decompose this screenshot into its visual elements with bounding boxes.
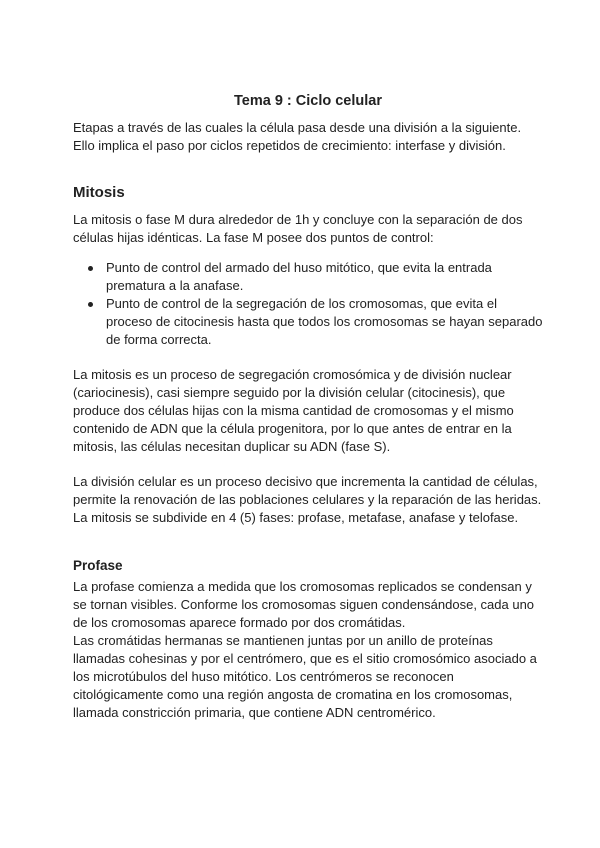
mitosis-paragraph-3: La división celular es un proceso decisivo que incrementa la cantidad de células, permite la renovación de las poblaciones celulares y la reparación de las heridas. La mitosis se subdivide en 4 (5) fases: profase, metafase, anafase y telofase. — [73, 474, 542, 525]
bullet-icon — [88, 302, 93, 307]
control-points-list — [73, 259, 543, 349]
mitosis-paragraph-1: La mitosis o fase M dura alrededor de 1h y concluye con la separación de dos células hijas idénticas. La fase M posee dos puntos de control: — [73, 212, 523, 245]
mitosis-paragraph-2: La mitosis es un proceso de segregación cromosómica y de división nuclear (cariocinesis), casi siempre seguido por la división celular (citocinesis), que produce dos células hijas con la misma cantidad de cromosomas y el mismo contenido de ADN que la célula progenitora, por lo que antes de entrar en la mitosis, las células necesitan duplicar su ADN (fase S). — [73, 367, 514, 454]
profase-paragraph-2: Las cromátidas hermanas se mantienen juntas por un anillo de proteínas llamadas cohesinas y por el centrómero, que es el sitio cromosómico asociado a los microtúbulos del huso mitótico. Los centrómeros se reconocen citológicamente como una región angosta de cromatina en los cromosomas, llamada constricción primaria, que contiene ADN centromérico. — [73, 633, 537, 720]
intro-paragraph: Etapas a través de las cuales la célula pasa desde una división a la siguiente. Ello implica el paso por ciclos repetidos de crecimiento: interfase y división. — [73, 120, 522, 153]
profase-paragraph-1: La profase comienza a medida que los cromosomas replicados se condensan y se tornan visibles. Conforme los cromosomas siguen condensándose, cada uno de los cromosomas aparece formado por dos cromátidas. — [73, 579, 535, 630]
document-title: Tema 9 : Ciclo celular — [233, 93, 382, 109]
mitosis-heading: Mitosis — [73, 184, 125, 201]
bullet-icon — [88, 266, 93, 271]
list-item-text: Punto de control del armado del huso mitótico, que evita la entrada prematura a la anafase. — [106, 260, 492, 293]
list-item — [106, 295, 543, 349]
document-page — [73, 92, 543, 722]
list-item-text: Punto de control de la segregación de los cromosomas, que evita el proceso de citocinesis hasta que todos los cromosomas se hayan separado de forma correcta. — [106, 296, 543, 347]
profase-heading: Profase — [73, 558, 123, 573]
list-item — [106, 259, 543, 295]
